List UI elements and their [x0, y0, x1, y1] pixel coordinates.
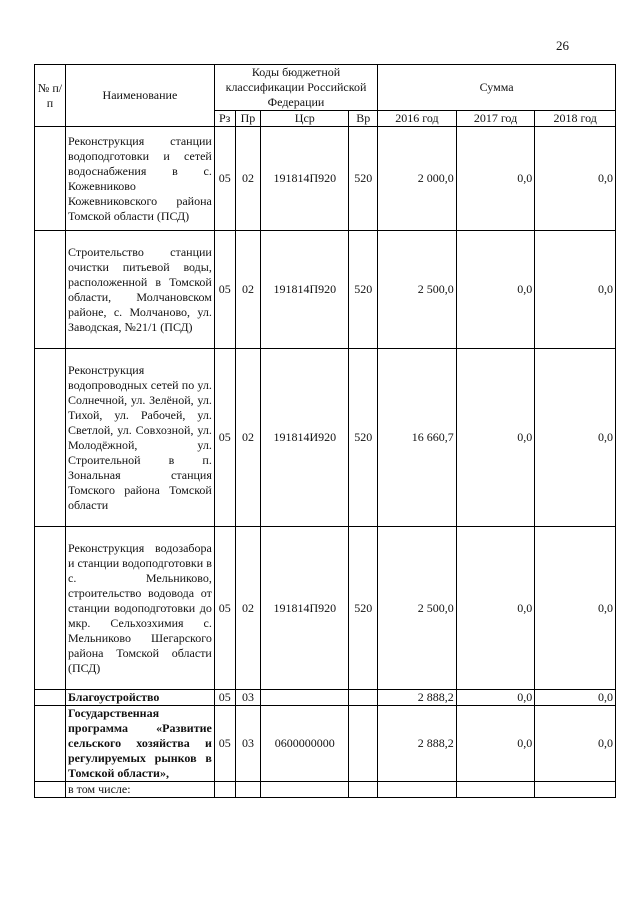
header-pr: Пр	[235, 111, 261, 127]
cell-csr	[261, 782, 349, 798]
cell-name: Благоустройство	[66, 690, 215, 706]
cell-name: Реконструкция водопроводных сетей по ул. Солнечной, ул. Зелёной, ул. Тихой, ул. Рабочей, ул. Светлой, ул. Совхозной, ул. Молодёжной, ул. Строительной в п. Зональная станция Томского района Томской области	[66, 349, 215, 527]
cell-csr: 191814П920	[261, 127, 349, 231]
cell-2018: 0,0	[535, 527, 616, 690]
table-row	[35, 127, 616, 231]
cell-rz: 05	[214, 127, 235, 231]
header-2018: 2018 год	[535, 111, 616, 127]
cell-name: Государственная программа «Развитие сельского хозяйства и регулируемых рынков в Томской области»,	[66, 706, 215, 782]
cell-2016: 2 888,2	[378, 690, 457, 706]
cell-num	[35, 231, 66, 349]
cell-2017: 0,0	[456, 690, 535, 706]
header-codes: Коды бюджетной классификации Российской Федерации	[214, 65, 377, 111]
cell-pr	[235, 782, 261, 798]
cell-rz: 05	[214, 706, 235, 782]
cell-csr: 0600000000	[261, 706, 349, 782]
cell-2018: 0,0	[535, 706, 616, 782]
cell-2018	[535, 782, 616, 798]
table-row	[35, 690, 616, 706]
cell-2017: 0,0	[456, 527, 535, 690]
header-sum: Сумма	[378, 65, 616, 111]
cell-vr	[349, 690, 378, 706]
cell-2017	[456, 782, 535, 798]
cell-vr	[349, 706, 378, 782]
cell-name: Реконструкция станции водоподготовки и сетей водоснабжения в с. Кожевниково Кожевниковского района Томской области (ПСД)	[66, 127, 215, 231]
cell-2018: 0,0	[535, 349, 616, 527]
cell-csr: 191814П920	[261, 527, 349, 690]
cell-vr	[349, 782, 378, 798]
table-row	[35, 527, 616, 690]
header-csr: Цср	[261, 111, 349, 127]
cell-vr: 520	[349, 349, 378, 527]
cell-rz	[214, 782, 235, 798]
cell-2017: 0,0	[456, 349, 535, 527]
budget-table	[34, 64, 616, 798]
table-row	[35, 706, 616, 782]
cell-2017: 0,0	[456, 127, 535, 231]
cell-num	[35, 706, 66, 782]
header-2016: 2016 год	[378, 111, 457, 127]
header-num: № п/п	[35, 65, 66, 127]
cell-csr: 191814И920	[261, 349, 349, 527]
cell-name: в том числе:	[66, 782, 215, 798]
cell-2018: 0,0	[535, 127, 616, 231]
cell-num	[35, 527, 66, 690]
header-name: Наименование	[66, 65, 215, 127]
table-row	[35, 349, 616, 527]
cell-rz: 05	[214, 690, 235, 706]
cell-name: Строительство станции очистки питьевой воды, расположенной в Томской области, Молчановском районе, с. Молчаново, ул. Заводская, №21/1 (ПСД)	[66, 231, 215, 349]
cell-2016: 2 500,0	[378, 527, 457, 690]
cell-2016: 16 660,7	[378, 349, 457, 527]
cell-pr: 02	[235, 127, 261, 231]
cell-pr: 03	[235, 690, 261, 706]
page-number: 26	[556, 38, 569, 53]
cell-name: Реконструкция водозабора и станции водоподготовки в с. Мельниково, строительство водовода от станции водоподготовки до мкр. Сельхозхимия с. Мельниково Шегарского района Томской области (ПСД)	[66, 527, 215, 690]
header-rz: Рз	[214, 111, 235, 127]
cell-num	[35, 127, 66, 231]
cell-2016	[378, 782, 457, 798]
cell-vr: 520	[349, 527, 378, 690]
table-row	[35, 231, 616, 349]
cell-rz: 05	[214, 231, 235, 349]
cell-num	[35, 349, 66, 527]
cell-2017: 0,0	[456, 706, 535, 782]
cell-2018: 0,0	[535, 231, 616, 349]
cell-vr: 520	[349, 127, 378, 231]
cell-rz: 05	[214, 349, 235, 527]
cell-rz: 05	[214, 527, 235, 690]
cell-vr: 520	[349, 231, 378, 349]
cell-pr: 03	[235, 706, 261, 782]
header-2017: 2017 год	[456, 111, 535, 127]
cell-2016: 2 500,0	[378, 231, 457, 349]
cell-pr: 02	[235, 349, 261, 527]
cell-pr: 02	[235, 527, 261, 690]
cell-num	[35, 782, 66, 798]
cell-csr	[261, 690, 349, 706]
cell-2018: 0,0	[535, 690, 616, 706]
cell-num	[35, 690, 66, 706]
cell-2016: 2 888,2	[378, 706, 457, 782]
header-vr: Вр	[349, 111, 378, 127]
cell-csr: 191814П920	[261, 231, 349, 349]
cell-pr: 02	[235, 231, 261, 349]
table-row	[35, 782, 616, 798]
cell-2017: 0,0	[456, 231, 535, 349]
cell-2016: 2 000,0	[378, 127, 457, 231]
